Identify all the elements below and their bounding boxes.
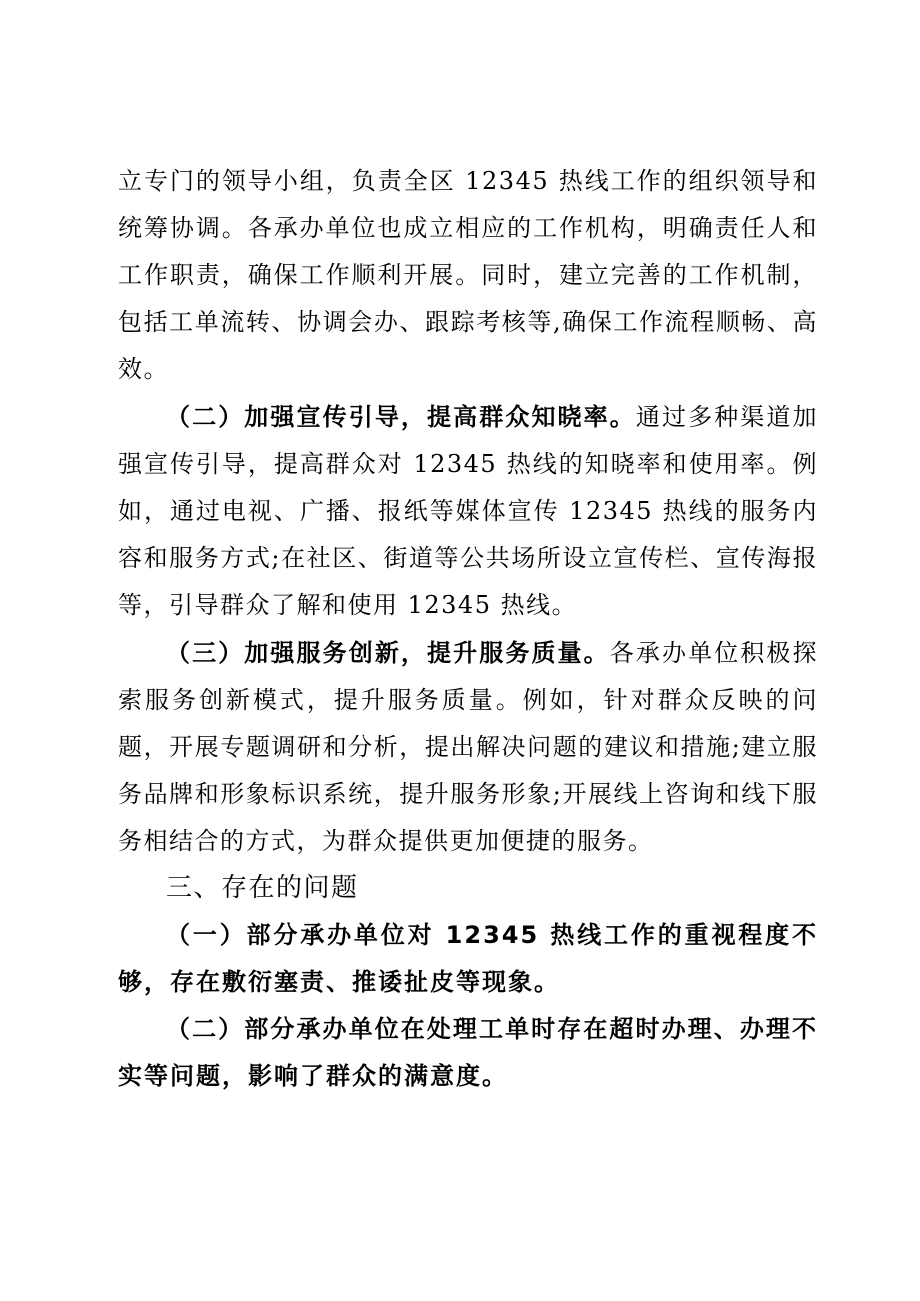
paragraph-continuation: 立专门的领导小组，负责全区 12345 热线工作的组织领导和统筹协调。各承办单位也成立相应的工作机构，明确责任人和工作职责，确保工作顺利开展。同时，建立完善的工作机制，包括工单流转、协调会办、跟踪考核等,确保工作流程顺畅、高效。 [118,167,818,383]
paragraph-innovation-title: （三）加强服务创新，提升服务质量。 [166,638,610,667]
paragraph-publicity-title: （二）加强宣传引导，提高群众知晓率。 [166,402,636,431]
paragraph-innovation-body: 各承办单位积极探索服务创新模式，提升服务质量。例如，针对群众反映的问题，开展专题调研和分析，提出解决问题的建议和措施;建立服务品牌和形象标识系统，提升服务形象;开展线上咨询和线下服务相结合的方式，为群众提供更加便捷的服务。 [118,639,819,855]
issue-item-one: （一）部分承办单位对 12345 热线工作的重视程度不够，存在敷衍塞责、推诿扯皮等现象。 [118,921,818,996]
document-body [118,158,818,1100]
section-heading-problems: 三、存在的问题 [166,873,359,903]
issue-item-two: （二）部分承办单位在处理工单时存在超时办理、办理不实等问题，影响了群众的满意度。 [118,1015,818,1090]
paragraph-publicity [118,393,818,629]
paragraph-publicity-body: 通过多种渠道加强宣传引导，提高群众对 12345 热线的知晓率和使用率。例如，通过电视、广播、报纸等媒体宣传 12345 热线的服务内容和服务方式;在社区、街道等公共场所设立宣传栏、宣传海报等，引导群众了解和使用 12345 热线。 [118,403,818,619]
paragraph-innovation [118,629,818,865]
